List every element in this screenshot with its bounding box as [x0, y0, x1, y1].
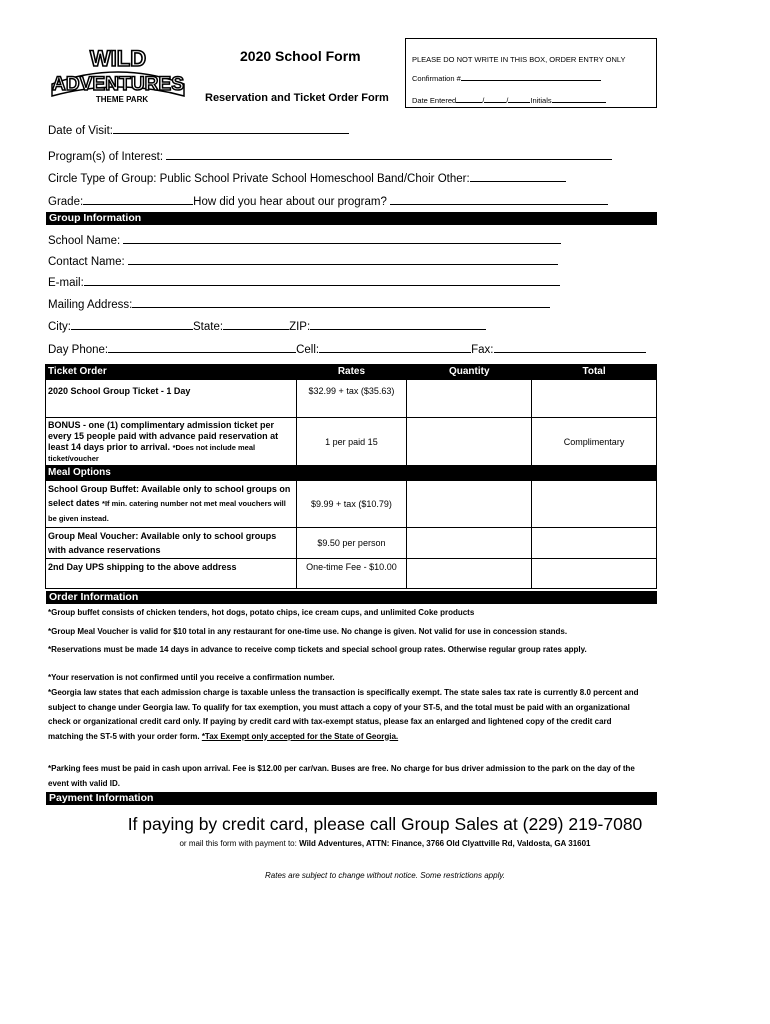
col-quantity: Quantity [407, 365, 532, 380]
office-box-notice: PLEASE DO NOT WRITE IN THIS BOX, ORDER ENTRY ONLY [412, 55, 626, 64]
hear-about-label: How did you hear about our program? [193, 196, 387, 208]
credit-card-call-text: If paying by credit card, please call Group Sales at (229) 219-7080 [127, 814, 643, 834]
mail-address-text: or mail this form with payment to: Wild Adventures, ATTN: Finance, 3766 Old Clyattville Rd, Valdosta, GA 31601 [179, 839, 591, 848]
order-info-header: Order Information [46, 591, 657, 604]
mailing-address-field[interactable]: Mailing Address: [48, 296, 550, 311]
table-header-row [46, 365, 657, 380]
office-box-confirmation: Confirmation # [412, 73, 601, 83]
form-subtitle: Reservation and Ticket Order Form [205, 92, 389, 104]
office-use-box [405, 38, 657, 108]
col-ticket-order: Ticket Order [46, 365, 297, 380]
meal-options-header: Meal Options [46, 466, 657, 481]
order-note-buffet: *Group buffet consists of chicken tenders, hot dogs, potato chips, ice cream cups, and unlimited Coke products [48, 608, 475, 617]
quantity-input[interactable] [407, 481, 532, 528]
table-row: Group Meal Voucher: Available only to school groups with advance reservations $9.50 per person [46, 528, 657, 559]
order-note-reservations: *Reservations must be made 14 days in advance to receive comp tickets and special school group rates. Otherwise regular group rates apply. [48, 645, 587, 654]
ticket-order-table [45, 364, 657, 589]
order-note-voucher: *Group Meal Voucher is valid for $10 total in any restaurant for one-time use. No change is given. Not valid for use in concession stands. [48, 627, 568, 636]
col-rates: Rates [296, 365, 407, 380]
rates-disclaimer: Rates are subject to change without notice. Some restrictions apply. [265, 871, 505, 880]
phone-cell-fax-field[interactable]: Day Phone: Cell: Fax: [48, 341, 646, 356]
order-note-confirmation: *Your reservation is not confirmed until you receive a confirmation number. [48, 673, 335, 682]
contact-name-field[interactable]: Contact Name: [48, 253, 558, 268]
svg-text:ADVENTURES: ADVENTURES [52, 74, 184, 95]
school-name-field[interactable]: School Name: [48, 232, 561, 247]
email-field[interactable]: E-mail: [48, 274, 560, 289]
table-row: School Group Buffet: Available only to school groups on select dates *If min. catering number not met meal vouchers will be given instead. $9.99 + tax ($10.79) [46, 481, 657, 528]
order-note-tax: *Georgia law states that each admission charge is taxable unless the transaction is specifically exempt. The state sales tax rate is currently 8.0 percent and subject to change under Georgia law. To qualify for tax exemption, you must attach a copy of your ST-5, and the total must be paid with an organizational check or organizational credit card only. If paying by credit card with tax-exempt status, please fax an enlarged and lightened copy of the credit card matching the ST-5 with your order form. *Tax Exempt only accepted for the State of Georgia. [48, 688, 639, 741]
quantity-input[interactable] [407, 380, 532, 418]
date-of-visit-field[interactable]: Date of Visit: [48, 122, 349, 137]
city-state-zip-field[interactable]: City: State: ZIP: [48, 318, 486, 333]
table-row: 2nd Day UPS shipping to the above address One-time Fee - $10.00 [46, 559, 657, 589]
svg-text:THEME PARK: THEME PARK [95, 95, 149, 104]
group-info-header: Group Information [46, 212, 657, 225]
order-note-parking: *Parking fees must be paid in cash upon arrival. Fee is $12.00 per car/van. Buses are free. No charge for bus driver admission to the park on the day of the event with valid ID. [48, 764, 635, 788]
group-type-field[interactable]: Circle Type of Group: Public School Private School Homeschool Band/Choir Other: [48, 170, 566, 185]
quantity-input[interactable] [407, 418, 532, 466]
table-row: BONUS - one (1) complimentary admission ticket per every 15 people paid with advance paid reservation at least 14 days prior to arrival. *Does not include meal ticket/voucher 1 per paid 15 Complimentary [46, 418, 657, 466]
total-input[interactable] [532, 528, 657, 559]
office-box-date: Date Entered / / Initials [412, 95, 606, 105]
quantity-input[interactable] [407, 528, 532, 559]
form-title: 2020 School Form [240, 48, 361, 64]
total-input[interactable] [532, 559, 657, 589]
programs-field[interactable]: Program(s) of Interest: [48, 148, 612, 163]
total-input[interactable] [532, 481, 657, 528]
table-row: 2020 School Group Ticket - 1 Day $32.99 + tax ($35.63) [46, 380, 657, 418]
wild-adventures-logo [48, 40, 188, 106]
quantity-input[interactable] [407, 559, 532, 589]
col-total: Total [532, 365, 657, 380]
total-input[interactable] [532, 380, 657, 418]
payment-info-header: Payment Information [46, 792, 657, 805]
svg-text:WILD: WILD [89, 46, 147, 71]
grade-field[interactable]: Grade: How did you hear about our program? [48, 193, 608, 208]
